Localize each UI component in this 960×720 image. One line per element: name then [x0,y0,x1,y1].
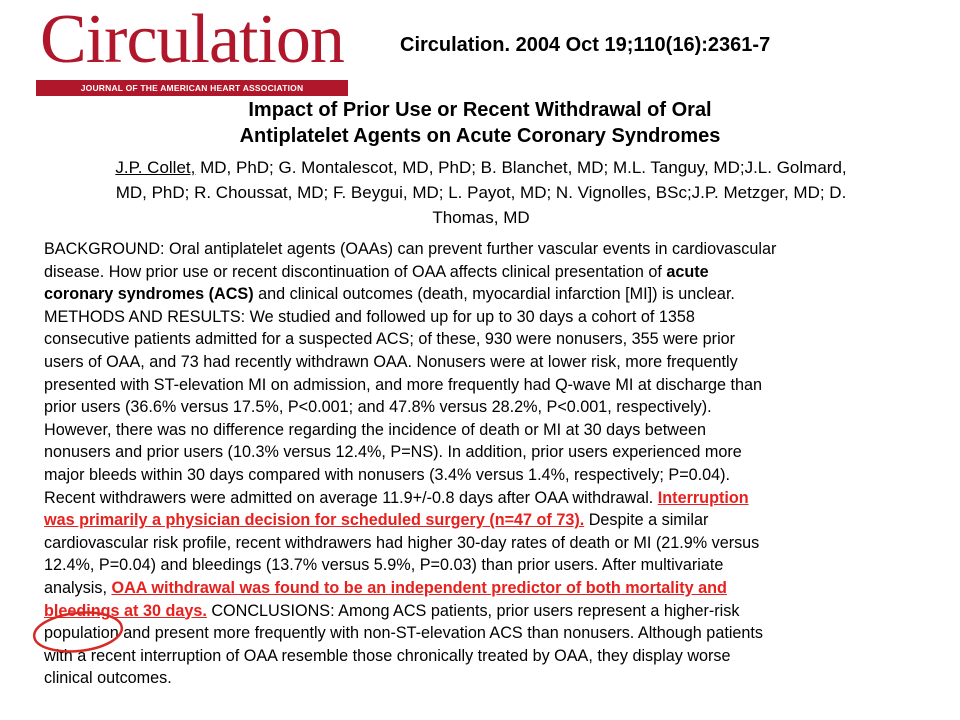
citation: Circulation. 2004 Oct 19;110(16):2361-7 [400,34,771,56]
author-line-3: Thomas, MD [432,208,530,227]
abstract [44,238,956,690]
article-title-line-1: Impact of Prior Use or Recent Withdrawal of Oral [248,99,712,121]
abstract-text: analysis, [44,578,112,597]
abstract-line: users of OAA, and 73 had recently withdrawn OAA. Nonusers were at lower risk, more frequently [44,352,738,371]
abstract-text: disease. How prior use or recent discontinuation of OAA affects clinical presentation of [44,262,667,281]
abstract-line: major bleeds within 30 days compared with nonusers (3.4% versus 1.4%, respectively; P=0.04). [44,465,731,484]
abstract-line: However, there was no difference regarding the incidence of death or MI at 30 days between [44,420,706,439]
highlight-interruption: Interruption [657,488,749,507]
abstract-line [44,261,956,284]
highlight-interruption: was primarily a physician decision for scheduled surgery (n=47 of 73). [44,511,585,530]
abstract-line: METHODS AND RESULTS: We studied and followed up for up to 30 days a cohort of 1358 [44,307,695,326]
author-line-1-rest: MD, PhD; G. Montalescot, MD, PhD; B. Blanchet, MD; M.L. Tanguy, MD;J.L. Golmard, [195,158,847,177]
abstract-line [44,577,956,600]
abstract-line: 12.4%, P=0.04) and bleedings (13.7% versus 5.9%, P=0.03) than prior users. After multivariate [44,556,724,575]
journal-logo-wordmark: Circulation [40,1,344,78]
author-list [10,155,952,230]
first-author-link[interactable]: J.P. Collet, [115,158,196,177]
abstract-line [44,509,956,532]
abstract-line: nonusers and prior users (10.3% versus 12.4%, P=NS). In addition, prior users experienced more [44,443,742,462]
journal-logo-subtitle: JOURNAL OF THE AMERICAN HEART ASSOCIATION [36,80,348,96]
author-line-2: MD, PhD; R. Choussat, MD; F. Beygui, MD; L. Payot, MD; N. Vignolles, BSc;J.P. Metzger, MD; D. [115,183,847,202]
abstract-line: BACKGROUND: Oral antiplatelet agents (OAAs) can prevent further vascular events in cardiovascular [44,240,777,258]
abstract-line [44,283,956,306]
abstract-line [44,600,956,623]
abstract-text: Recent withdrawers were admitted on average 11.9+/-0.8 days after OAA withdrawal. [44,488,658,507]
abstract-line: presented with ST-elevation MI on admission, and more frequently had Q-wave MI at discharge than [44,375,763,394]
abstract-line: prior users (36.6% versus 17.5%, P<0.001; and 47.8% versus 28.2%, P<0.001, respectively). [44,398,712,417]
abstract-line: population and present more frequently with non-ST-elevation ACS than nonusers. Although patients [44,624,764,643]
journal-logo [34,1,350,98]
abstract-bold-term: acute [666,262,709,281]
abstract-line: clinical outcomes. [44,669,172,688]
abstract-line: cardiovascular risk profile, recent withdrawers had higher 30-day rates of death or MI (21.9% versus [44,533,760,552]
abstract-line: consecutive patients admitted for a suspected ACS; of these, 930 were nonusers, 355 were prior [44,330,736,349]
abstract-text: Despite a similar [584,511,709,530]
abstract-text: and clinical outcomes (death, myocardial infarction [MI]) is unclear. [253,285,735,304]
article-title [0,97,960,149]
abstract-line [44,487,956,510]
abstract-bold-term: coronary syndromes (ACS) [44,285,254,304]
highlight-withdrawal-predictor: OAA withdrawal was found to be an independent predictor of both mortality and [111,578,727,597]
article-title-line-2: Antiplatelet Agents on Acute Coronary Syndromes [239,125,721,147]
abstract-text: CONCLUSIONS: Among ACS patients, prior users represent a higher-risk [206,601,740,620]
author-line-1 [10,155,952,180]
abstract-line: with a recent interruption of OAA resemble those chronically treated by OAA, they display worse [44,646,731,665]
highlight-withdrawal-predictor: bleedings at 30 days. [44,601,207,620]
